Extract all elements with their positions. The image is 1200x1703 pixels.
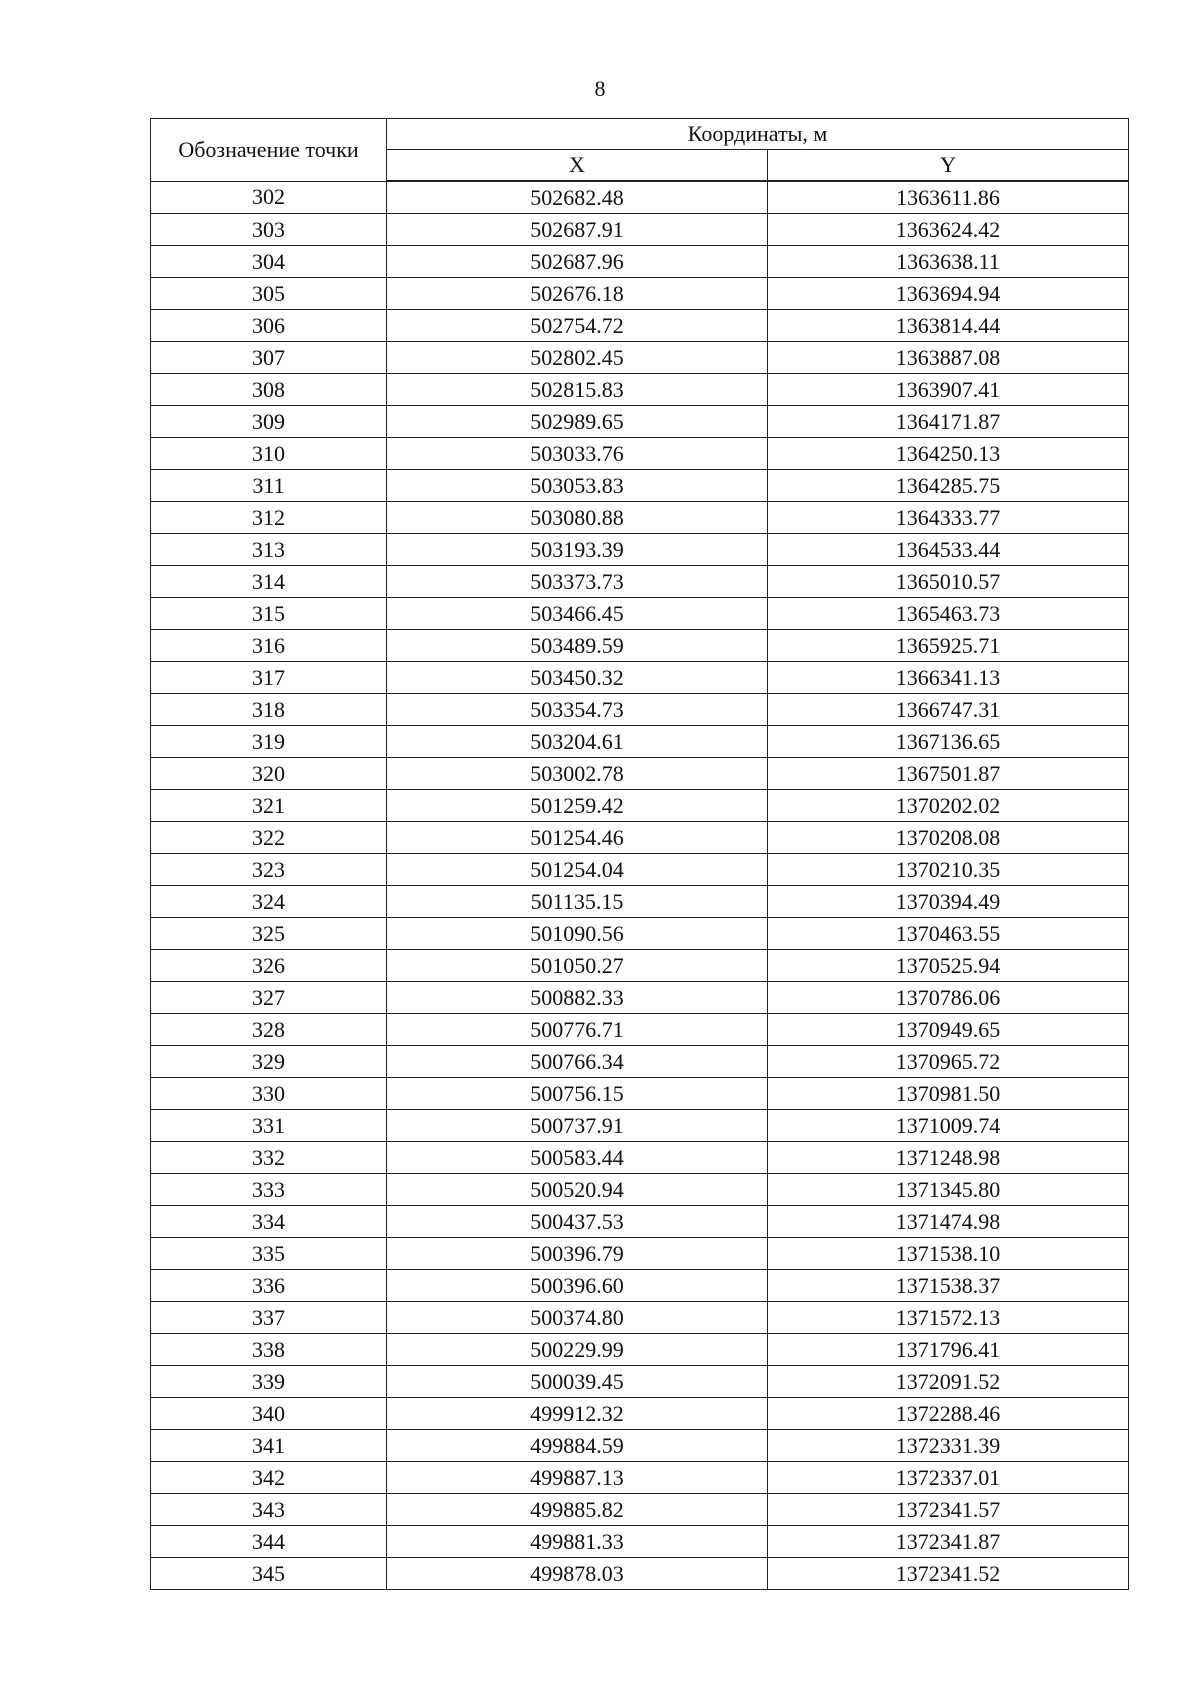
- table-row: [151, 1526, 1129, 1558]
- y-cell: 1364533.44: [768, 534, 1129, 566]
- table-row: [151, 1366, 1129, 1398]
- point-cell: 324: [151, 886, 387, 918]
- y-cell: 1370210.35: [768, 854, 1129, 886]
- table-row: [151, 342, 1129, 374]
- table-row: [151, 886, 1129, 918]
- table-row: [151, 246, 1129, 278]
- y-cell: 1365925.71: [768, 630, 1129, 662]
- table-row: [151, 1142, 1129, 1174]
- table-row: [151, 982, 1129, 1014]
- x-cell: 500396.60: [387, 1270, 768, 1302]
- header-y: Y: [768, 150, 1129, 182]
- table-row: [151, 181, 1129, 214]
- point-cell: 345: [151, 1558, 387, 1590]
- x-cell: 500039.45: [387, 1366, 768, 1398]
- x-cell: 501259.42: [387, 790, 768, 822]
- y-cell: 1365010.57: [768, 566, 1129, 598]
- point-cell: 330: [151, 1078, 387, 1110]
- y-cell: 1367136.65: [768, 726, 1129, 758]
- x-cell: 503373.73: [387, 566, 768, 598]
- y-cell: 1363887.08: [768, 342, 1129, 374]
- x-cell: 499885.82: [387, 1494, 768, 1526]
- y-cell: 1371345.80: [768, 1174, 1129, 1206]
- point-cell: 340: [151, 1398, 387, 1430]
- point-cell: 333: [151, 1174, 387, 1206]
- y-cell: 1371009.74: [768, 1110, 1129, 1142]
- y-cell: 1371538.10: [768, 1238, 1129, 1270]
- y-cell: 1370949.65: [768, 1014, 1129, 1046]
- x-cell: 502802.45: [387, 342, 768, 374]
- table-row: [151, 1270, 1129, 1302]
- point-cell: 331: [151, 1110, 387, 1142]
- y-cell: 1370786.06: [768, 982, 1129, 1014]
- table-row: [151, 1174, 1129, 1206]
- point-cell: 312: [151, 502, 387, 534]
- header-point-designation: Обозначение точки: [151, 119, 387, 182]
- point-cell: 343: [151, 1494, 387, 1526]
- point-cell: 335: [151, 1238, 387, 1270]
- table-row: [151, 438, 1129, 470]
- x-cell: 500520.94: [387, 1174, 768, 1206]
- x-cell: 500766.34: [387, 1046, 768, 1078]
- x-cell: 502676.18: [387, 278, 768, 310]
- y-cell: 1370981.50: [768, 1078, 1129, 1110]
- table-row: [151, 566, 1129, 598]
- x-cell: 500374.80: [387, 1302, 768, 1334]
- table-row: [151, 694, 1129, 726]
- x-cell: 499912.32: [387, 1398, 768, 1430]
- point-cell: 325: [151, 918, 387, 950]
- table-row: [151, 278, 1129, 310]
- coordinates-table: [150, 118, 1129, 1590]
- table-row: [151, 1334, 1129, 1366]
- table-row: [151, 1462, 1129, 1494]
- x-cell: 500882.33: [387, 982, 768, 1014]
- table-header: [151, 119, 1129, 182]
- table-row: [151, 406, 1129, 438]
- point-cell: 338: [151, 1334, 387, 1366]
- x-cell: 499878.03: [387, 1558, 768, 1590]
- x-cell: 503204.61: [387, 726, 768, 758]
- x-cell: 500396.79: [387, 1238, 768, 1270]
- y-cell: 1371538.37: [768, 1270, 1129, 1302]
- x-cell: 499881.33: [387, 1526, 768, 1558]
- y-cell: 1370525.94: [768, 950, 1129, 982]
- point-cell: 306: [151, 310, 387, 342]
- x-cell: 500229.99: [387, 1334, 768, 1366]
- x-cell: 501254.46: [387, 822, 768, 854]
- y-cell: 1363611.86: [768, 181, 1129, 214]
- table-row: [151, 1558, 1129, 1590]
- x-cell: 501090.56: [387, 918, 768, 950]
- point-cell: 316: [151, 630, 387, 662]
- y-cell: 1364171.87: [768, 406, 1129, 438]
- point-cell: 326: [151, 950, 387, 982]
- x-cell: 499887.13: [387, 1462, 768, 1494]
- y-cell: 1367501.87: [768, 758, 1129, 790]
- x-cell: 500737.91: [387, 1110, 768, 1142]
- table-row: [151, 1398, 1129, 1430]
- point-cell: 344: [151, 1526, 387, 1558]
- table-row: [151, 534, 1129, 566]
- y-cell: 1363907.41: [768, 374, 1129, 406]
- point-cell: 320: [151, 758, 387, 790]
- point-cell: 317: [151, 662, 387, 694]
- table-row: [151, 214, 1129, 246]
- point-cell: 315: [151, 598, 387, 630]
- y-cell: 1370202.02: [768, 790, 1129, 822]
- table-row: [151, 662, 1129, 694]
- point-cell: 318: [151, 694, 387, 726]
- y-cell: 1372341.52: [768, 1558, 1129, 1590]
- y-cell: 1372341.87: [768, 1526, 1129, 1558]
- y-cell: 1372288.46: [768, 1398, 1129, 1430]
- y-cell: 1363638.11: [768, 246, 1129, 278]
- x-cell: 503489.59: [387, 630, 768, 662]
- y-cell: 1372091.52: [768, 1366, 1129, 1398]
- x-cell: 503002.78: [387, 758, 768, 790]
- table-row: [151, 630, 1129, 662]
- point-cell: 337: [151, 1302, 387, 1334]
- table-row: [151, 918, 1129, 950]
- x-cell: 499884.59: [387, 1430, 768, 1462]
- point-cell: 314: [151, 566, 387, 598]
- table-row: [151, 1206, 1129, 1238]
- point-cell: 309: [151, 406, 387, 438]
- x-cell: 503193.39: [387, 534, 768, 566]
- y-cell: 1371572.13: [768, 1302, 1129, 1334]
- table-row: [151, 758, 1129, 790]
- x-cell: 501135.15: [387, 886, 768, 918]
- table-row: [151, 1430, 1129, 1462]
- point-cell: 329: [151, 1046, 387, 1078]
- y-cell: 1370208.08: [768, 822, 1129, 854]
- table-row: [151, 598, 1129, 630]
- y-cell: 1363814.44: [768, 310, 1129, 342]
- y-cell: 1372331.39: [768, 1430, 1129, 1462]
- y-cell: 1363624.42: [768, 214, 1129, 246]
- table-row: [151, 950, 1129, 982]
- table-row: [151, 1110, 1129, 1142]
- y-cell: 1371474.98: [768, 1206, 1129, 1238]
- x-cell: 503354.73: [387, 694, 768, 726]
- table-row: [151, 310, 1129, 342]
- point-cell: 319: [151, 726, 387, 758]
- point-cell: 303: [151, 214, 387, 246]
- point-cell: 307: [151, 342, 387, 374]
- point-cell: 323: [151, 854, 387, 886]
- point-cell: 332: [151, 1142, 387, 1174]
- point-cell: 321: [151, 790, 387, 822]
- x-cell: 501050.27: [387, 950, 768, 982]
- table-row: [151, 790, 1129, 822]
- point-cell: 339: [151, 1366, 387, 1398]
- x-cell: 502682.48: [387, 181, 768, 214]
- x-cell: 503450.32: [387, 662, 768, 694]
- x-cell: 503033.76: [387, 438, 768, 470]
- table-row: [151, 822, 1129, 854]
- point-cell: 305: [151, 278, 387, 310]
- header-x: X: [387, 150, 768, 182]
- x-cell: 502815.83: [387, 374, 768, 406]
- point-cell: 328: [151, 1014, 387, 1046]
- y-cell: 1372337.01: [768, 1462, 1129, 1494]
- x-cell: 503053.83: [387, 470, 768, 502]
- point-cell: 336: [151, 1270, 387, 1302]
- y-cell: 1370394.49: [768, 886, 1129, 918]
- x-cell: 500756.15: [387, 1078, 768, 1110]
- x-cell: 502989.65: [387, 406, 768, 438]
- point-cell: 310: [151, 438, 387, 470]
- page-number: 8: [594, 76, 606, 101]
- point-cell: 311: [151, 470, 387, 502]
- y-cell: 1372341.57: [768, 1494, 1129, 1526]
- x-cell: 502687.96: [387, 246, 768, 278]
- y-cell: 1371796.41: [768, 1334, 1129, 1366]
- x-cell: 500776.71: [387, 1014, 768, 1046]
- point-cell: 308: [151, 374, 387, 406]
- table-row: [151, 374, 1129, 406]
- table-row: [151, 854, 1129, 886]
- point-cell: 334: [151, 1206, 387, 1238]
- y-cell: 1371248.98: [768, 1142, 1129, 1174]
- table-row: [151, 470, 1129, 502]
- point-cell: 304: [151, 246, 387, 278]
- table-row: [151, 1078, 1129, 1110]
- table-row: [151, 1238, 1129, 1270]
- x-cell: 502754.72: [387, 310, 768, 342]
- point-cell: 327: [151, 982, 387, 1014]
- header-coordinates: Координаты, м: [387, 119, 1129, 150]
- point-cell: 322: [151, 822, 387, 854]
- table-row: [151, 1494, 1129, 1526]
- y-cell: 1366341.13: [768, 662, 1129, 694]
- y-cell: 1364250.13: [768, 438, 1129, 470]
- point-cell: 302: [151, 181, 387, 214]
- table-row: [151, 1046, 1129, 1078]
- y-cell: 1370463.55: [768, 918, 1129, 950]
- x-cell: 500437.53: [387, 1206, 768, 1238]
- table-row: [151, 1302, 1129, 1334]
- y-cell: 1363694.94: [768, 278, 1129, 310]
- x-cell: 503080.88: [387, 502, 768, 534]
- y-cell: 1370965.72: [768, 1046, 1129, 1078]
- y-cell: 1366747.31: [768, 694, 1129, 726]
- table-row: [151, 1014, 1129, 1046]
- y-cell: 1364333.77: [768, 502, 1129, 534]
- y-cell: 1364285.75: [768, 470, 1129, 502]
- x-cell: 500583.44: [387, 1142, 768, 1174]
- x-cell: 501254.04: [387, 854, 768, 886]
- table-body: [151, 181, 1129, 1590]
- table-row: [151, 726, 1129, 758]
- x-cell: 503466.45: [387, 598, 768, 630]
- point-cell: 342: [151, 1462, 387, 1494]
- x-cell: 502687.91: [387, 214, 768, 246]
- table-row: [151, 502, 1129, 534]
- point-cell: 313: [151, 534, 387, 566]
- y-cell: 1365463.73: [768, 598, 1129, 630]
- point-cell: 341: [151, 1430, 387, 1462]
